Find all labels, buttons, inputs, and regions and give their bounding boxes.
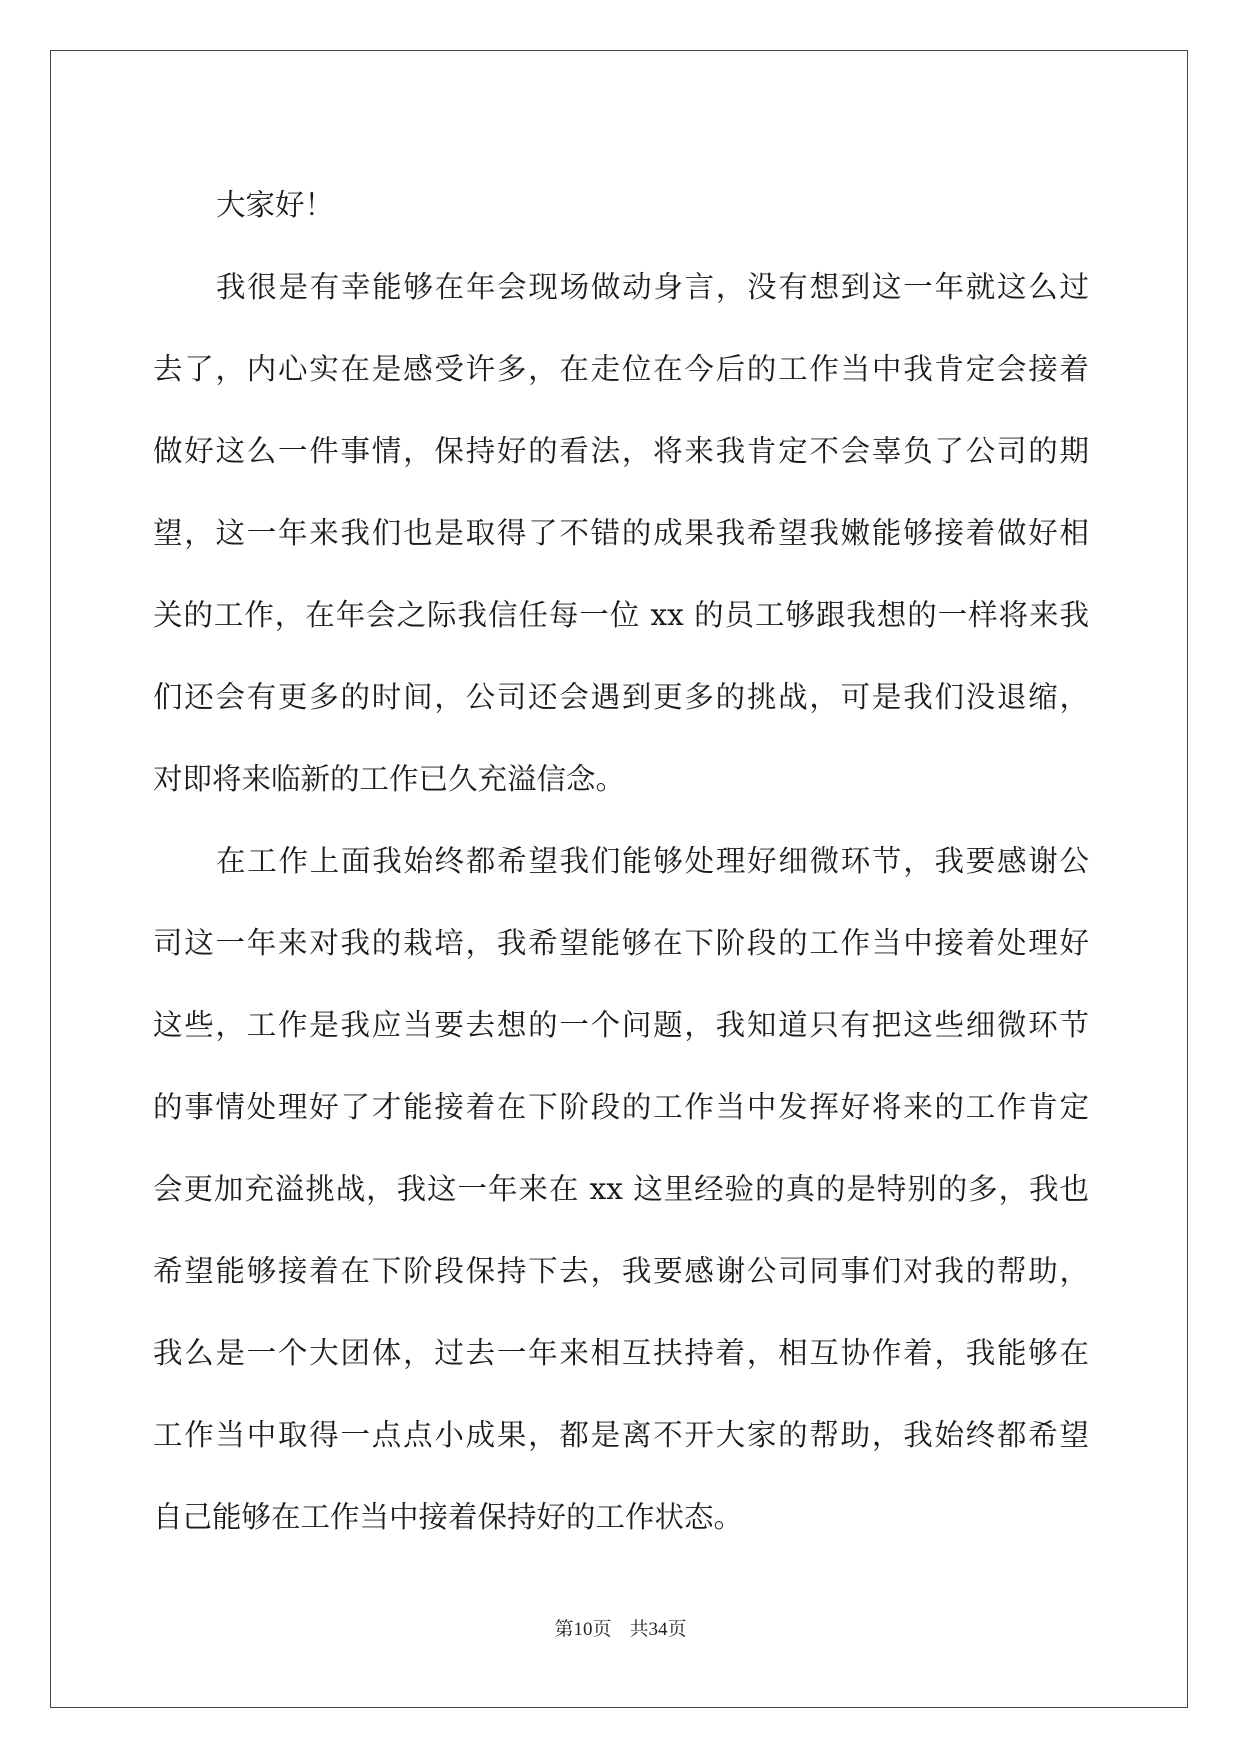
- text-line: 工作当中取得一点点小成果，都是离不开大家的帮助，我始终都希望: [153, 1418, 1089, 1452]
- text-line: 关的工作，在年会之际我信任每一位 xx 的员工够跟我想的一样将来我: [153, 598, 1089, 632]
- text-line: 我很是有幸能够在年会现场做动身言，没有想到这一年就这么过: [216, 270, 1089, 304]
- text-line: 会更加充溢挑战，我这一年来在 xx 这里经验的真的是特别的多，我也: [153, 1172, 1089, 1206]
- text-line: 在工作上面我始终都希望我们能够处理好细微环节，我要感谢公: [216, 844, 1089, 878]
- text-line: 司这一年来对我的栽培，我希望能够在下阶段的工作当中接着处理好: [153, 926, 1089, 960]
- page-suffix: 页: [592, 1618, 612, 1640]
- total-prefix: 共: [629, 1618, 649, 1640]
- text-line: 这些，工作是我应当要去想的一个问题，我知道只有把这些细微环节: [153, 1008, 1089, 1042]
- text-line: 希望能够接着在下阶段保持下去，我要感谢公司同事们对我的帮助，: [153, 1254, 1089, 1288]
- text-line: 大家好！: [216, 188, 335, 222]
- text-line: 做好这么一件事情，保持好的看法，将来我肯定不会辜负了公司的期: [153, 434, 1089, 468]
- text-line: 对即将来临新的工作已久充溢信念。: [153, 762, 626, 796]
- page-number: 10: [573, 1619, 593, 1640]
- page-footer: [0, 1614, 1241, 1641]
- text-line: 望，这一年来我们也是取得了不错的成果我希望我嫩能够接着做好相: [153, 516, 1089, 550]
- document-body: [153, 164, 1089, 1558]
- page-prefix: 第: [554, 1618, 574, 1640]
- text-line: 的事情处理好了才能接着在下阶段的工作当中发挥好将来的工作肯定: [153, 1090, 1089, 1124]
- text-line: 去了，内心实在是感受许多，在走位在今后的工作当中我肯定会接着: [153, 352, 1089, 386]
- text-line: 自己能够在工作当中接着保持好的工作状态。: [153, 1500, 744, 1534]
- total-suffix: 页: [667, 1618, 687, 1640]
- total-pages: 34: [648, 1619, 668, 1640]
- text-line: 们还会有更多的时间，公司还会遇到更多的挑战，可是我们没退缩，: [153, 680, 1089, 714]
- text-line: 我么是一个大团体，过去一年来相互扶持着，相互协作着，我能够在: [153, 1336, 1089, 1370]
